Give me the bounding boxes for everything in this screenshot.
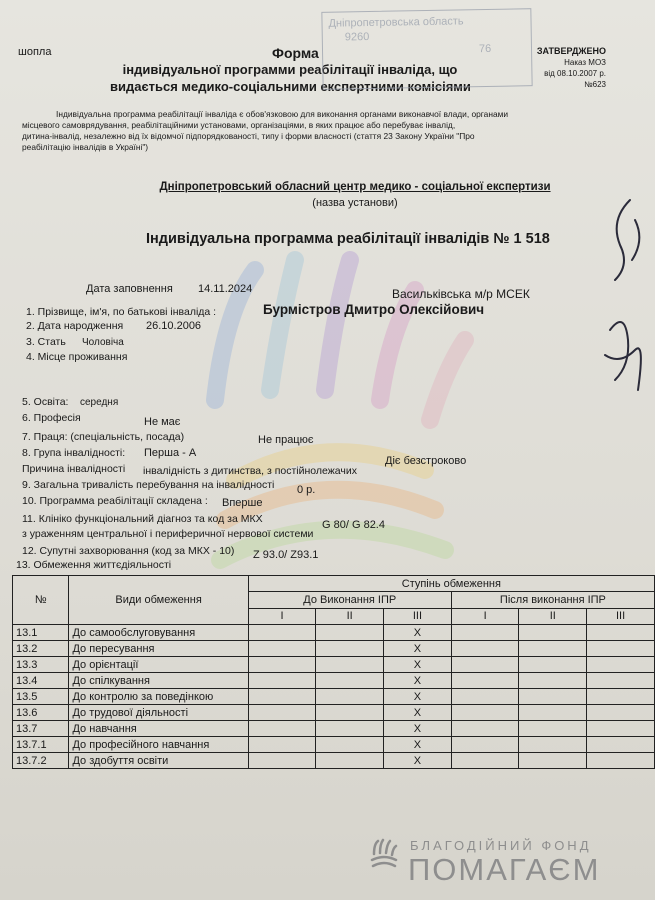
row-mark: Х — [384, 721, 452, 737]
row-mark: Х — [384, 641, 452, 657]
row-no: 13.7.2 — [13, 753, 69, 769]
field-13-label: 13. Обмеження життєдіяльності — [16, 559, 172, 571]
field-11-text: з ураженням центральної і периферичної нервової системи — [22, 528, 314, 540]
fill-date-label: Дата заповнення — [86, 283, 173, 295]
field-11-code: G 80/ G 82.4 — [322, 519, 385, 531]
row-name: До професійного навчання — [69, 737, 248, 753]
row-no: 13.3 — [13, 657, 69, 673]
field-10-value: Вперше — [222, 497, 263, 509]
table-row — [13, 737, 655, 753]
row-name: До орієнтації — [69, 657, 248, 673]
field-7-value: Не працює — [258, 434, 314, 446]
row-no: 13.7 — [13, 721, 69, 737]
program-title: Індивідуальна программа реабілітації інвалідів № 1 518 — [146, 231, 550, 247]
stamp-line-2: 9260 — [344, 31, 370, 44]
level-before-1: І — [248, 608, 316, 624]
table-row — [13, 641, 655, 657]
approved-title: ЗАТВЕРДЖЕНО — [536, 46, 606, 56]
field-3-label: 3. Стать — [26, 336, 66, 348]
form-code: шопла — [18, 46, 52, 58]
row-no: 13.7.1 — [13, 737, 69, 753]
row-mark: Х — [384, 657, 452, 673]
row-name: До пересування — [69, 641, 248, 657]
field-5-value: середня — [80, 397, 119, 408]
level-before-2: ІІ — [316, 608, 384, 624]
field-11-label: 11. Клініко функціональний діагноз та код за МКХ — [22, 513, 263, 525]
header-after: Після виконання ІПР — [451, 592, 654, 608]
row-no: 13.2 — [13, 641, 69, 657]
row-name: До здобуття освіти — [69, 753, 248, 769]
field-10-label: 10. Программа реабілітації складена : — [22, 495, 208, 507]
field-12-value: Z 93.0/ Z93.1 — [253, 549, 319, 561]
disability-term: Діє безстроково — [385, 455, 467, 467]
form-subtitle-1: індивідуальної программи реабілітації інваліда, що — [122, 62, 458, 77]
row-mark: Х — [384, 689, 452, 705]
level-after-1: І — [451, 608, 519, 624]
row-mark: Х — [384, 705, 452, 721]
header-before: До Виконання ІПР — [248, 592, 451, 608]
table-row — [13, 625, 655, 641]
intro-line: реабілітацію інвалідів в Україні") — [22, 142, 149, 152]
field-1-label: 1. Прізвище, ім'я, по батькові інваліда : — [26, 306, 217, 318]
level-after-2: ІІ — [519, 608, 587, 624]
fund-logo-icon — [368, 838, 400, 870]
form-subtitle-2: видається медико-соціальними експертними комісіями — [110, 79, 471, 94]
field-4-label: 4. Місце проживання — [26, 351, 128, 363]
table-row — [13, 689, 655, 705]
intro-paragraph — [22, 109, 508, 153]
table-row — [13, 753, 655, 769]
field-6-value: Не має — [144, 416, 181, 428]
fund-name-line-2: ПОМАГАЄМ — [408, 852, 601, 887]
row-mark: Х — [384, 673, 452, 689]
row-mark: Х — [384, 625, 452, 641]
row-name: До навчання — [69, 721, 248, 737]
header-degree: Ступінь обмеження — [248, 576, 654, 592]
level-before-3: ІІІ — [384, 608, 452, 624]
field-1-value: Бурмістров Дмитро Олексійович — [263, 302, 485, 317]
field-8-label: 8. Група інвалідності: — [22, 447, 126, 459]
institution-caption: (назва установи) — [312, 197, 398, 209]
handwritten-signature — [590, 190, 650, 410]
row-name: До контролю за поведінкою — [69, 689, 248, 705]
row-no: 13.5 — [13, 689, 69, 705]
header-kinds: Види обмеження — [69, 576, 248, 625]
level-after-3: ІІІ — [587, 608, 655, 624]
field-7-label: 7. Праця: (спеціальність, посада) — [22, 431, 185, 443]
row-mark: Х — [384, 737, 452, 753]
field-2-value: 26.10.2006 — [146, 320, 202, 332]
table-header-row — [13, 576, 655, 592]
table-row — [13, 673, 655, 689]
limitations-table — [12, 575, 655, 769]
commission-name: Васильківська м/р МСЕК — [392, 287, 530, 301]
field-8-value: Перша - А — [144, 447, 197, 459]
fill-date-value: 14.11.2024 — [198, 283, 253, 295]
row-name: До трудової діяльності — [69, 705, 248, 721]
field-12-label: 12. Супутні захворювання (код за МКХ - 10) — [22, 545, 235, 557]
row-name: До самообслуговування — [69, 625, 248, 641]
table-row — [13, 657, 655, 673]
stamp-line-1: Дніпропетровська область — [328, 15, 464, 30]
field-9-label: 9. Загальна тривалість перебування на інвалідності — [22, 479, 275, 491]
intro-line: місцевого самоврядування, реабілітаційними установами, організаціями, в яких працює або перебуває інвалід, — [22, 120, 456, 130]
field-2-label: 2. Дата народження — [26, 320, 124, 332]
header-no: № — [13, 576, 69, 625]
row-no: 13.4 — [13, 673, 69, 689]
field-9-value: 0 р. — [297, 484, 316, 496]
field-3-value: Чоловіча — [82, 337, 124, 348]
row-no: 13.6 — [13, 705, 69, 721]
institution-name: Дніпропетровський обласний центр медико - соціальної експертизи — [159, 181, 551, 193]
approved-line-3: №623 — [584, 80, 606, 89]
table-row — [13, 721, 655, 737]
row-mark: Х — [384, 753, 452, 769]
registration-stamp — [321, 8, 532, 90]
cause-value: інвалідність з дитинства, з постійнолежачих — [143, 465, 357, 477]
cause-label: Причина інвалідності — [22, 463, 126, 475]
fund-name-line-1: БЛАГОДІЙНИЙ ФОНД — [410, 838, 592, 853]
approved-block — [530, 46, 606, 90]
table-row — [13, 705, 655, 721]
stamp-line-3: 76 — [478, 42, 492, 56]
row-no: 13.1 — [13, 625, 69, 641]
field-6-label: 6. Професія — [22, 412, 81, 424]
intro-line: Індивідуальна программа реабілітації інваліда є обов'язковою для виконання органами виконавчої влади, органами — [56, 109, 509, 119]
intro-line: дитина-інвалід, незалежно від їх відомчої підпорядкованості, типу і форми власності (стаття 23 Закону України "Про — [22, 131, 475, 141]
form-title: Форма — [272, 45, 319, 61]
field-5-label: 5. Освіта: — [22, 396, 69, 408]
row-name: До спілкування — [69, 673, 248, 689]
approved-line-2: від 08.10.2007 р. — [544, 69, 606, 78]
approved-line-1: Наказ МОЗ — [564, 58, 606, 67]
